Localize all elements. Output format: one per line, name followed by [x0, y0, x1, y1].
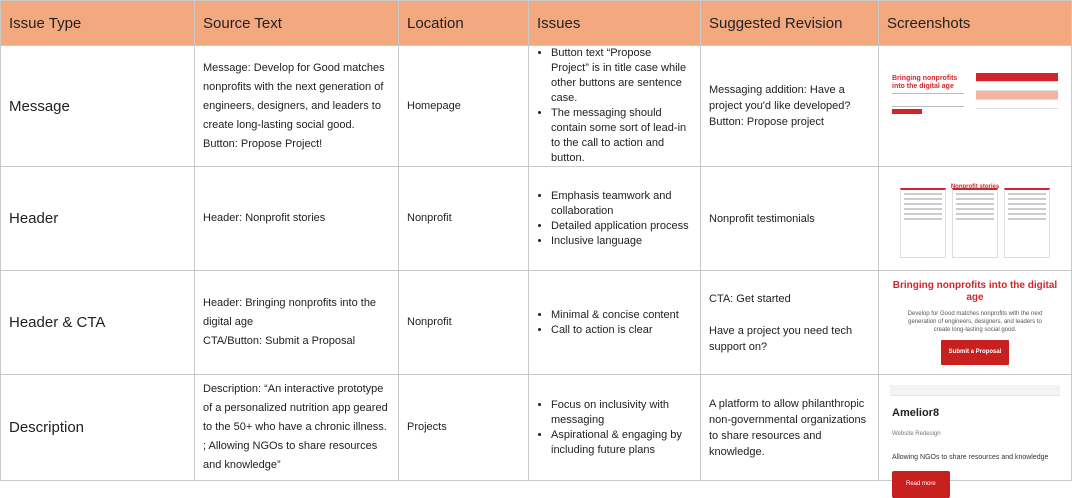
screenshot-cell [879, 271, 1072, 375]
screenshot-button: Read more [892, 471, 950, 498]
source-text-cell [195, 271, 399, 375]
revision-cell [701, 271, 879, 375]
revision-cell [701, 46, 879, 167]
source-text-line: Description: “An interactive prototype of a personalized nutrition app geared to the 50+ who have a chronic illness. ; Allowing NGOs to share resources and knowledge” [203, 383, 388, 471]
screenshot-text-lines [892, 93, 964, 107]
source-text-line: Header: Bringing nonprofits into the digital age [203, 297, 377, 328]
screenshot-cell [879, 167, 1072, 271]
issue-item: • Emphasis teamwork and collaboration [551, 189, 692, 219]
col-header-screenshots: Screenshots [879, 1, 1072, 46]
col-header-suggested-revision: Suggested Revision [701, 1, 879, 46]
source-text-line: Message: Develop for Good matches nonprofits with the next generation of engineers, designers, and leaders to create long-lasting social good. [203, 61, 385, 131]
issue-type-cell: Message [1, 46, 195, 167]
story-card [900, 188, 946, 258]
screenshot-text: Allowing NGOs to share resources and knowledge [892, 453, 1049, 461]
location-cell: Projects [399, 375, 529, 481]
revision-line: Nonprofit testimonials [709, 212, 815, 225]
location-cell: Homepage [399, 46, 529, 167]
revision-line: A platform to allow philanthropic non-governmental organizations to share resources and knowledge. [709, 397, 867, 458]
issue-item: • Button text “Propose Project” is in title case while other buttons are sentence case. [551, 46, 692, 106]
table-row [1, 167, 1072, 271]
col-header-location: Location [399, 1, 529, 46]
screenshot-button: Submit a Proposal [941, 340, 1010, 365]
issue-item: • Minimal & concise content [551, 308, 692, 323]
table-row [1, 375, 1072, 481]
source-text-line: Button: Propose Project! [203, 137, 323, 150]
revision-line: Button: Propose project [709, 116, 824, 128]
screenshot-nonprofit-stories [890, 174, 1060, 264]
screenshot-table [976, 73, 1058, 109]
issue-item: • Detailed application process [551, 219, 692, 234]
col-header-source-text: Source Text [195, 1, 399, 46]
col-header-issues: Issues [529, 1, 701, 46]
issue-item: • Call to action is clear [551, 323, 692, 338]
issue-type-cell: Description [1, 375, 195, 481]
source-text-line: CTA/Button: Submit a Proposal [203, 335, 356, 347]
location-cell: Nonprofit [399, 271, 529, 375]
screenshot-image-strip [890, 385, 1060, 396]
screenshot-text: Develop for Good matches nonprofits with the next generation of engineers, designers, and leaders to create long-lasting social good. [907, 310, 1043, 333]
screenshot-heading: Bringing nonprofits into the digital age [892, 279, 1058, 303]
issues-cell [529, 271, 701, 375]
story-card [1004, 188, 1050, 258]
screenshot-project-card [890, 385, 1060, 487]
revision-line [709, 307, 870, 323]
issues-cell [529, 375, 701, 481]
issue-item: • Inclusive language [551, 234, 692, 249]
issue-type-cell: Header [1, 167, 195, 271]
source-text-cell [195, 375, 399, 481]
screenshot-cta [890, 280, 1060, 370]
revision-cell [701, 167, 879, 271]
header-row [1, 1, 1072, 46]
col-header-issue-type: Issue Type [1, 1, 195, 46]
screenshot-subtitle: Website Redesign [892, 430, 941, 437]
issue-item: • Focus on inclusivity with messaging [551, 398, 692, 428]
source-text-cell [195, 46, 399, 167]
issues-cell [529, 46, 701, 167]
table-row [1, 271, 1072, 375]
issue-item: • Aspirational & engaging by including future plans [551, 428, 692, 458]
story-card [952, 188, 998, 258]
screenshot-cell [879, 375, 1072, 487]
screenshot-heading: Nonprofit stories [950, 183, 1000, 190]
source-text-cell [195, 167, 399, 271]
revision-line: Messaging addition: Have a project you'd like developed? [709, 84, 851, 112]
source-text-line: Header: Nonprofit stories [203, 212, 326, 224]
screenshot-button [892, 109, 922, 114]
screenshot-cell [879, 46, 1072, 167]
location-cell: Nonprofit [399, 167, 529, 271]
revision-cell [701, 375, 879, 481]
issue-item: • The messaging should contain some sort of lead-in to the call to action and button. [551, 106, 692, 166]
revision-line: Have a project you need tech support on? [709, 324, 853, 353]
issues-cell [529, 167, 701, 271]
table-row [1, 46, 1072, 167]
revision-line: CTA: Get started [709, 292, 791, 305]
issue-type-cell: Header & CTA [1, 271, 195, 375]
screenshot-homepage [890, 69, 1060, 144]
screenshot-heading: Amelior8 [892, 406, 940, 419]
screenshot-heading: Bringing nonprofits into the digital age [892, 74, 958, 90]
